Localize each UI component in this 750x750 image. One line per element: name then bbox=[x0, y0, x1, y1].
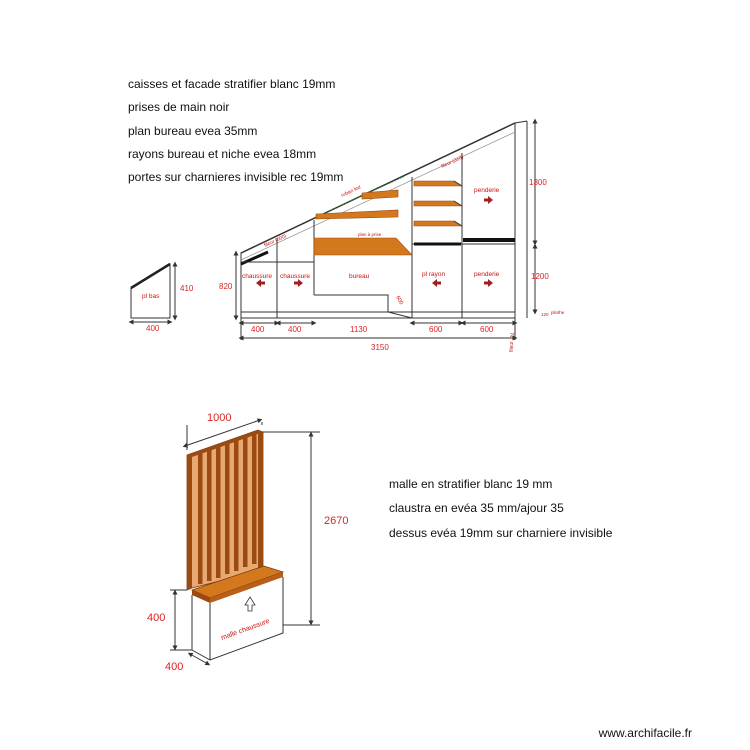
label-chaussure-1: chaussure bbox=[242, 273, 272, 280]
label-prise: plan à prise bbox=[358, 232, 382, 237]
bottom-label: fileur bbox=[509, 341, 515, 352]
note-caissons: caisses et facade stratifier blanc 19mm bbox=[128, 77, 336, 91]
width-top: 1000 bbox=[207, 412, 232, 424]
right-offset: 20 bbox=[510, 333, 516, 339]
label-filler-left: fileur (600) bbox=[263, 233, 288, 249]
note-prises: prises de main noir bbox=[128, 100, 230, 114]
small-cabinet-width: 400 bbox=[146, 324, 160, 333]
arrow-right-icon bbox=[484, 196, 493, 204]
width-1: 400 bbox=[251, 325, 265, 334]
width-5: 600 bbox=[480, 325, 494, 334]
label-penderie-low: penderie bbox=[474, 271, 500, 278]
label-chaussure-2: chaussure bbox=[280, 273, 310, 280]
note-malle: malle en stratifier blanc 19 mm bbox=[389, 477, 553, 491]
width-2: 400 bbox=[288, 325, 302, 334]
small-cabinet-height: 410 bbox=[180, 284, 194, 293]
plinthe-height: 120 bbox=[541, 312, 549, 317]
note-rayons: rayons bureau et niche evea 18mm bbox=[128, 147, 317, 161]
arrow-left-icon bbox=[432, 279, 441, 287]
plinthe-label: plinthe bbox=[551, 310, 565, 315]
arrow-right-icon bbox=[294, 279, 303, 287]
total-width: 3150 bbox=[371, 343, 389, 352]
label-pl-rayon: pl rayon bbox=[422, 271, 446, 278]
hinge-arrow-icon bbox=[245, 597, 255, 611]
width-4: 600 bbox=[429, 325, 443, 334]
bottom-drawing bbox=[147, 412, 348, 673]
label-filler-right: fileur (310) bbox=[440, 154, 465, 170]
label-bureau-depth: 600 bbox=[394, 295, 405, 306]
height-right-low: 1200 bbox=[531, 272, 549, 281]
depth: 400 bbox=[165, 661, 184, 673]
width-3: 1130 bbox=[350, 325, 368, 334]
height-left: 820 bbox=[219, 282, 233, 291]
trunk-label: malle chaussure bbox=[220, 617, 271, 642]
note-plan-bureau: plan bureau evea 35mm bbox=[128, 124, 258, 138]
arrow-right-icon bbox=[484, 279, 493, 287]
note-dessus: dessus evéa 19mm sur charniere invisible bbox=[389, 526, 613, 540]
small-cabinet-label: pl bas bbox=[142, 293, 160, 300]
height-bench: 400 bbox=[147, 612, 166, 624]
height-right-high: 1300 bbox=[529, 178, 547, 187]
watermark[interactable]: www.archifacile.fr bbox=[598, 726, 692, 740]
label-penderie-high: penderie bbox=[474, 187, 500, 194]
top-drawing bbox=[131, 121, 565, 352]
note-portes: portes sur charnieres invisible rec 19mm bbox=[128, 170, 344, 184]
height-total: 2670 bbox=[324, 515, 349, 527]
label-led: ruban led bbox=[340, 184, 362, 199]
arrow-left-icon bbox=[256, 279, 265, 287]
note-claustra: claustra en evéa 35 mm/ajour 35 bbox=[389, 501, 564, 515]
main-outline bbox=[241, 121, 527, 318]
label-bureau: bureau bbox=[349, 273, 370, 280]
